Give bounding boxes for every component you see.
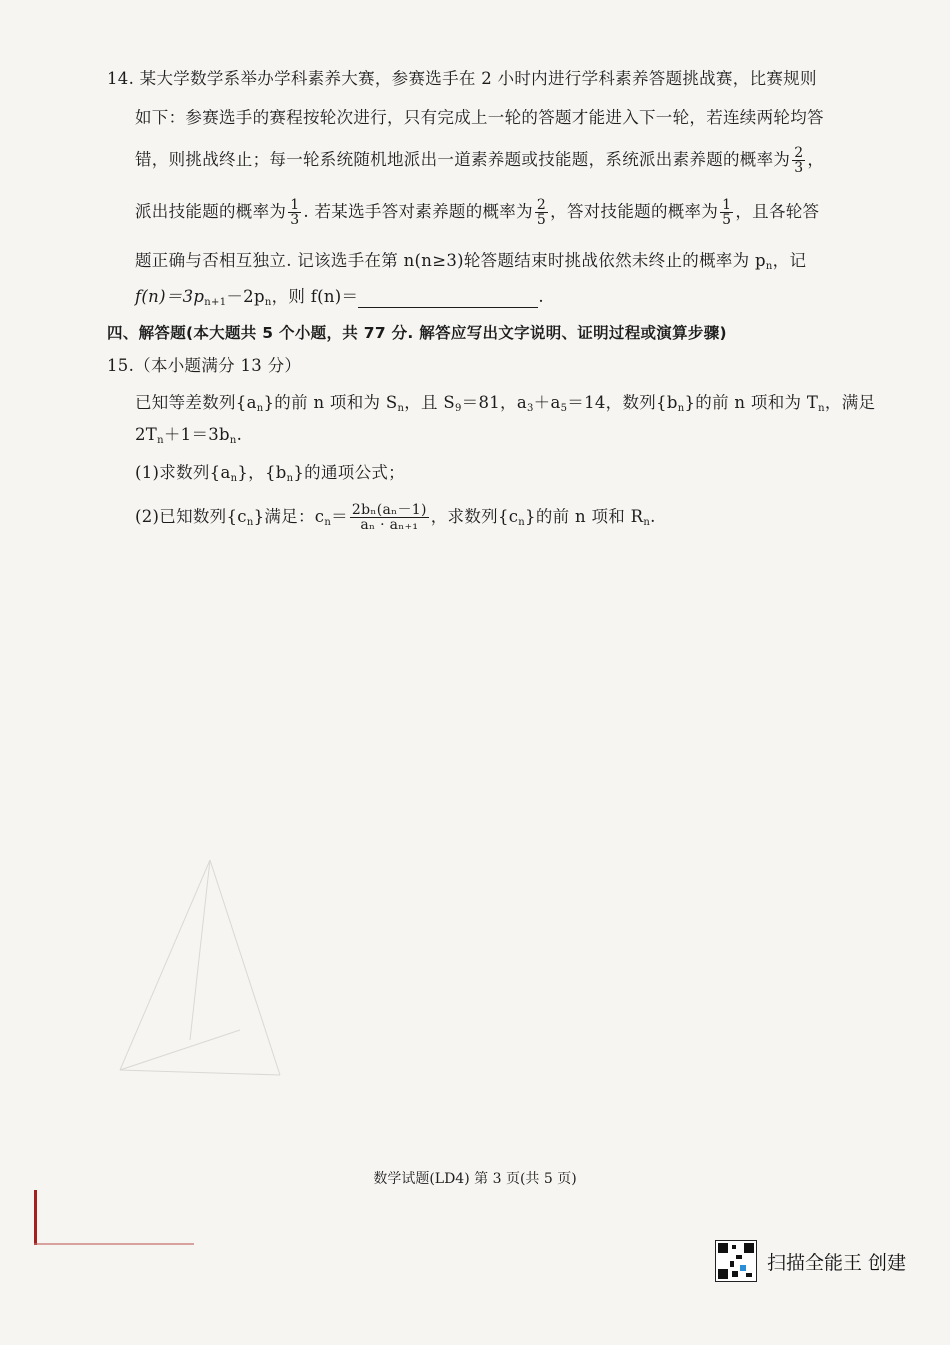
- scan-edge-mark: [34, 1190, 37, 1245]
- fraction-1-3: $\frac{1}{3}$: [290, 197, 300, 228]
- fraction-2-3: $\frac{2}{3}$: [794, 145, 804, 176]
- fraction-1-5: $\frac{1}{5}$: [722, 197, 732, 228]
- fraction-2-5: $\frac{2}{5}$: [536, 197, 547, 228]
- q14-line-5: 题正确与否相互独立. 记该选手在第 n(n≥3)轮答题结束时挑战依然未终止的概率为 $p_n$，记: [135, 251, 807, 272]
- scanner-watermark: [715, 1240, 906, 1282]
- q14-line-2: 如下：参赛选手的赛程按轮次进行，只有完成上一轮的答题才能进入下一轮，若连续两轮均答: [135, 108, 824, 127]
- q15-part-1: (1)求数列$\{a_n\}$，$\{b_n\}$的通项公式；: [135, 463, 405, 484]
- q14-line-1: 14. 某大学数学系举办学科素养大赛，参赛选手在 2 小时内进行学科素养答题挑战赛，比赛规则: [107, 69, 817, 88]
- q15-line-1: 已知等差数列$\{a_n\}$的前 n 项和为 $S_n$，且 $S_9=81$，$a_3+a_5=14$，数列$\{b_n\}$的前 n 项和为 $T_n$，满足: [135, 393, 876, 414]
- answer-blank: [358, 291, 538, 308]
- q15-part-2: (2)已知数列$\{c_n\}$满足：$c_n=$ $\frac{\text{2bₙ(aₙ－1)}}{\text{aₙ · aₙ₊₁}}$ ，求数列$\{c_n\}$的前 n 项和 $R_n$.: [135, 502, 656, 533]
- watermark-text: 扫描全能王 创建: [766, 1251, 906, 1274]
- section-4-heading: 四、解答题(本大题共 5 个小题，共 77 分. 解答应写出文字说明、证明过程或演算步骤): [107, 324, 727, 342]
- page-footer: 数学试题(LD4) 第 3 页(共 5 页): [373, 1171, 577, 1187]
- q15-heading: 15.（本小题满分 13 分）: [107, 356, 302, 375]
- scan-edge-mark-bottom: [34, 1243, 194, 1245]
- bleed-through-figure: [110, 840, 310, 1100]
- qr-code-icon: [715, 1240, 757, 1282]
- q14-line-3-text: 错，则挑战终止；每一轮系统随机地派出一道素养题或技能题，系统派出素养题的概率为: [135, 150, 791, 169]
- q14-line-6: $f(n)=3p_{n+1}-2p_n$，则 f(n)＝ .: [135, 287, 544, 308]
- q14-line-3: 错，则挑战终止；每一轮系统随机地派出一道素养题或技能题，系统派出素养题的概率为 $\frac{2}{3}$ ，: [135, 145, 825, 176]
- q14-line-4: 派出技能题的概率为 $\frac{1}{3}$ . 若某选手答对素养题的概率为 $\frac{2}{5}$ ，答对技能题的概率为 $\frac{1}{5}$ ，且各轮答: [135, 197, 820, 228]
- q15-line-2: $2T_n+1=3b_n$.: [135, 425, 243, 446]
- c-n-fraction: $\frac{\text{2bₙ(aₙ－1)}}{\text{aₙ · aₙ₊₁}}$: [351, 502, 427, 533]
